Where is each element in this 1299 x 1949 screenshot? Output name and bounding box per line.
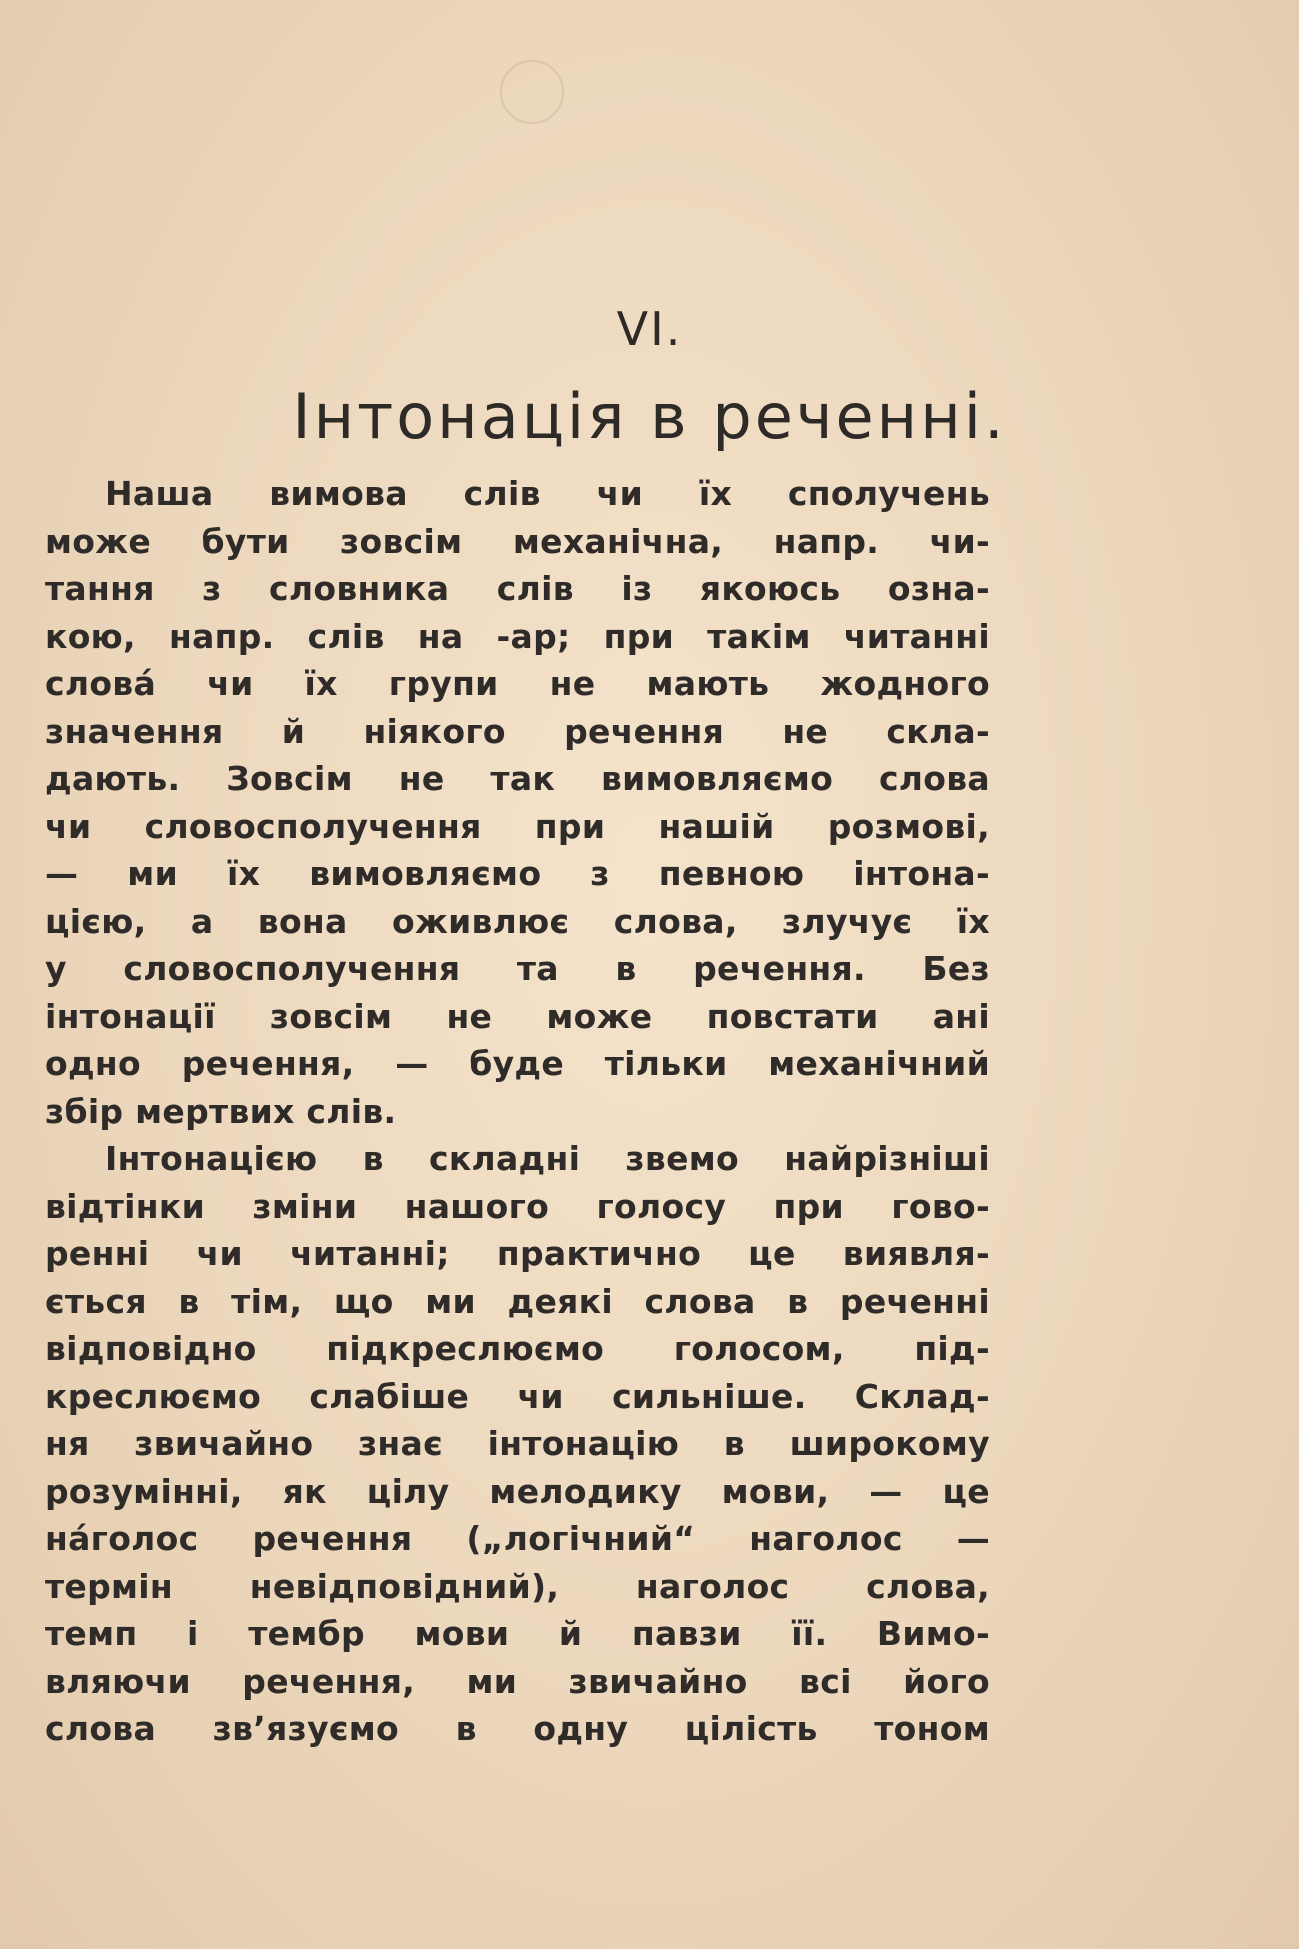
body-text [45,470,990,1753]
text-line: одно речення, — буде тільки механічний [45,1044,990,1083]
text-line: — ми їх вимовляємо з певною інтона- [45,854,990,893]
text-line: слова́ чи їх групи не мають жодного [45,664,990,703]
text-line: збір мертвих слів. [45,1091,397,1131]
text-line: у словосполучення та в речення. Без [45,949,990,988]
text-line: відтінки зміни нашого голосу при гово- [45,1186,990,1226]
text-line: Наша вимова слів чи їх сполучень [105,474,990,513]
text-line: ється в тім, що ми деякі слова в реченні [45,1281,990,1321]
text-line: чи словосполучення при нашій розмові, [45,806,990,846]
text-line: ренні чи читанні; практично це виявля- [45,1234,990,1273]
text-line: відповідно підкреслюємо голосом, під- [45,1329,990,1368]
text-line: ня звичайно знає інтонацію в широкому [45,1424,990,1463]
text-line: значення й ніякого речення не скла- [45,711,990,751]
text-line: інтонації зовсім не може повстати ані [45,996,990,1036]
chapter-title: Інтонація в реченні. [292,380,1007,453]
text-line: може бути зовсім механічна, напр. чи- [45,521,990,561]
chapter-number: VI. [616,302,683,356]
text-line: розумінні, як цілу мелодику мови, — це [45,1471,990,1511]
text-line: термін невідповідний), наголос слова, [45,1566,990,1606]
text-line: Інтонацією в складні звемо найрізніші [105,1139,990,1178]
text-line: цією, а вона оживлює слова, злучує їх [45,901,990,941]
text-line: темп і тембр мови й павзи її. Вимо- [45,1614,990,1653]
text-line: креслюємо слабіше чи сильніше. Склад- [45,1376,990,1416]
text-line: тання з словника слів із якоюсь озна- [45,569,990,608]
text-line: слова зв’язуємо в одну цілість тоном [45,1709,990,1748]
text-line: кою, напр. слів на -ар; при такім читанні [45,616,990,656]
text-line: дають. Зовсім не так вимовляємо слова [45,759,990,798]
text-line: на́голос речення („логічний“ наголос — [45,1519,990,1558]
bleed-through-mark [500,60,564,124]
text-line: вляючи речення, ми звичайно всі його [45,1661,990,1701]
